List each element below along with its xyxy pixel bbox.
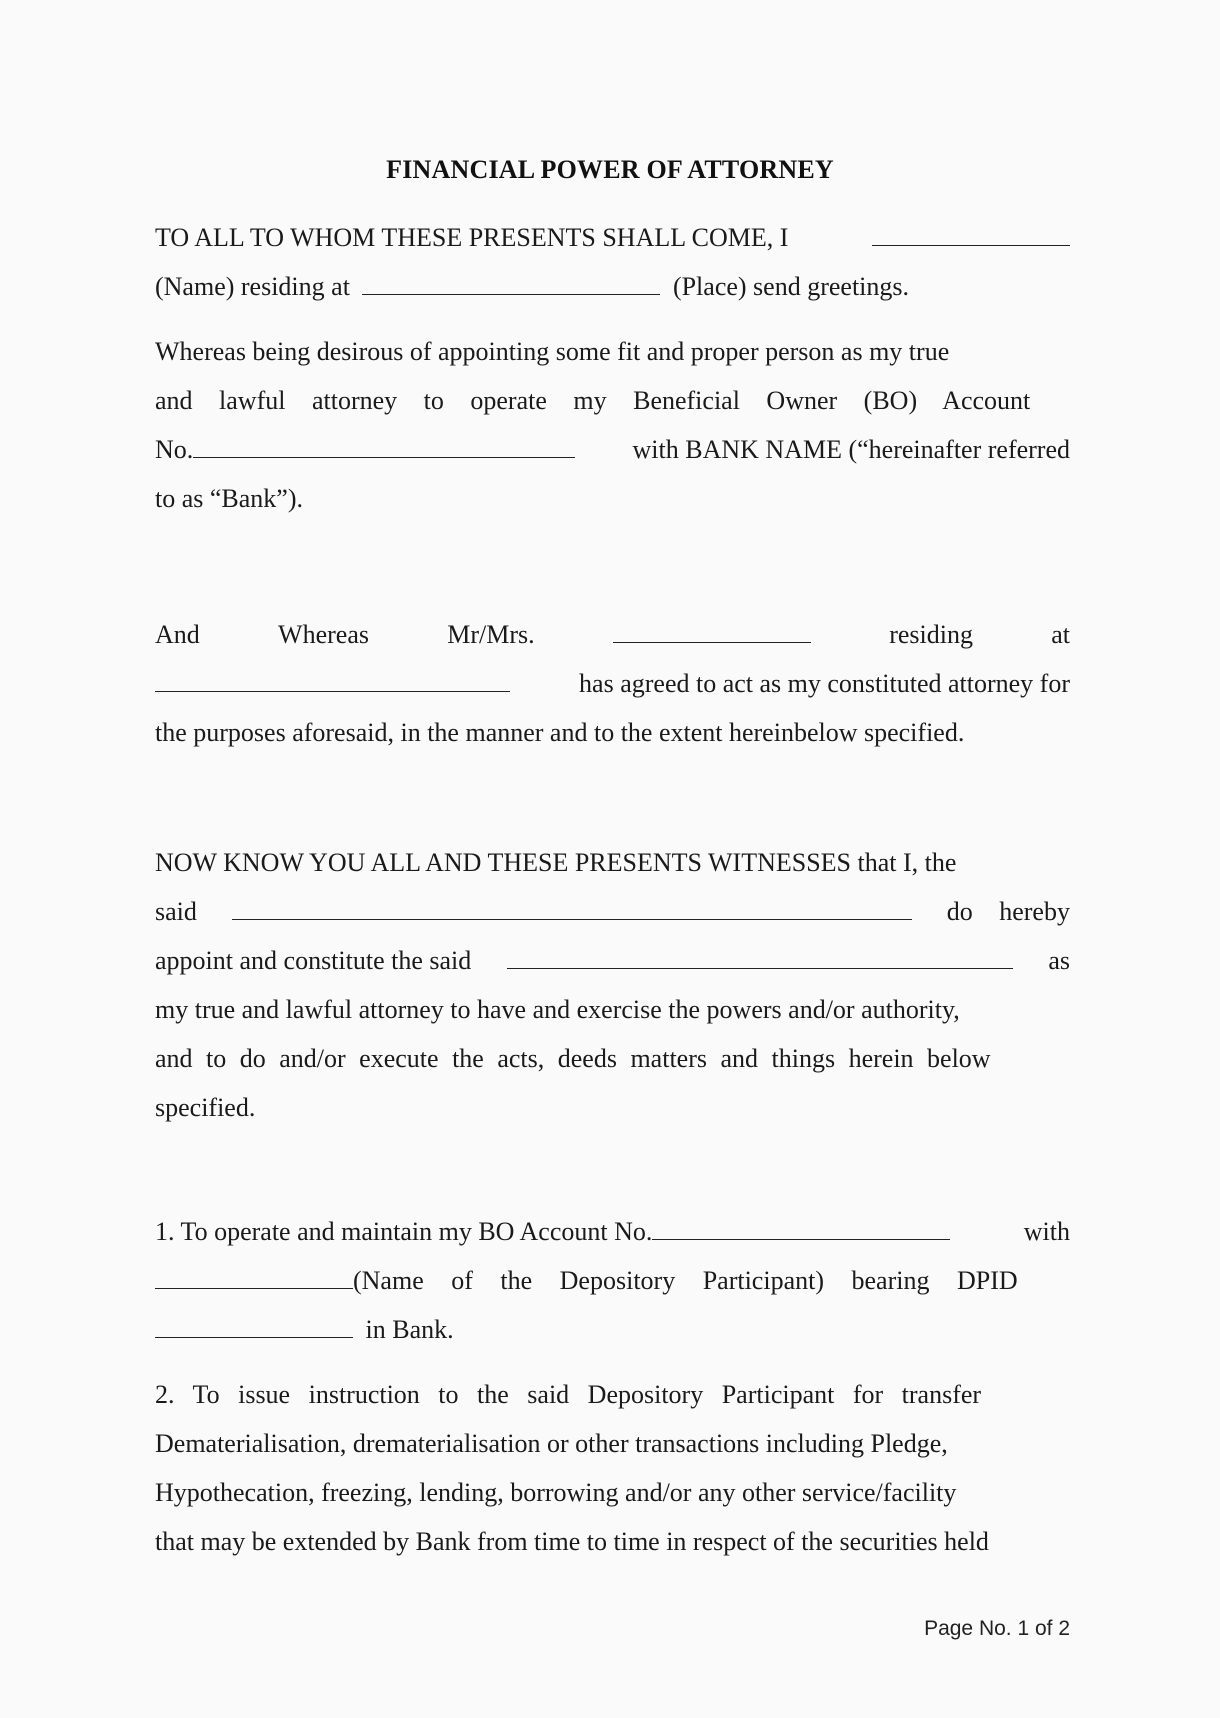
bo-account-blank bbox=[652, 1215, 950, 1240]
greeting-line-2b: (Place) send greetings. bbox=[672, 272, 910, 301]
attorney-address-blank bbox=[155, 667, 510, 692]
do-hereby-text: do hereby bbox=[946, 897, 1070, 926]
word-as: as bbox=[1048, 946, 1070, 975]
clause-1 bbox=[155, 1207, 1070, 1354]
account-number-blank bbox=[193, 433, 575, 458]
greeting-line-1: TO ALL TO WHOM THESE PRESENTS SHALL COME, I bbox=[155, 223, 789, 252]
dpid-blank bbox=[155, 1313, 353, 1338]
clause-2-line-4: that may be extended by Bank from time to time in respect of the securities held bbox=[155, 1527, 989, 1556]
clause-2-line-1: 2. To issue instruction to the said Depository Participant for transfer bbox=[155, 1380, 982, 1409]
appointment-line-5: and to do and/or execute the acts, deeds matters and things herein below bbox=[155, 1044, 991, 1073]
word-at: at bbox=[1051, 620, 1070, 649]
appoint-text: appoint and constitute the said bbox=[155, 946, 472, 975]
appointment-paragraph bbox=[155, 838, 1070, 1132]
whereas-line-2: and lawful attorney to operate my Beneficial Owner (BO) Account bbox=[155, 386, 1031, 415]
appointment-line-6: specified. bbox=[155, 1093, 256, 1122]
word-said: said bbox=[155, 897, 197, 926]
whereas-paragraph bbox=[155, 327, 1070, 523]
place-blank bbox=[362, 270, 660, 295]
greeting-paragraph bbox=[155, 213, 1070, 311]
page-number: Page No. 1 of 2 bbox=[924, 1617, 1070, 1640]
clause-1-line-2: (Name of the Depository Participant) bearing DPID bbox=[353, 1266, 1018, 1295]
greeting-line-2a: (Name) residing at bbox=[155, 272, 350, 301]
whereas-line-1: Whereas being desirous of appointing some fit and proper person as my true bbox=[155, 337, 950, 366]
whereas-line-4: to as “Bank”). bbox=[155, 484, 304, 513]
appointment-line-1: NOW KNOW YOU ALL AND THESE PRESENTS WITNESSES that I, the bbox=[155, 848, 957, 877]
word-with: with bbox=[1023, 1217, 1070, 1246]
word-and: And bbox=[155, 620, 200, 649]
attorney-agreement-paragraph bbox=[155, 610, 1070, 757]
whereas-line-3b: with BANK NAME (“hereinafter referred bbox=[632, 435, 1070, 464]
clause-2-line-2: Dematerialisation, drematerialisation or other transactions including Pledge, bbox=[155, 1429, 948, 1458]
word-residing: residing bbox=[889, 620, 973, 649]
clause-2 bbox=[155, 1370, 1070, 1566]
appointment-line-4: my true and lawful attorney to have and exercise the powers and/or authority, bbox=[155, 995, 960, 1024]
appointee-name-blank bbox=[507, 944, 1013, 969]
word-whereas: Whereas bbox=[278, 620, 369, 649]
clause-1-line-3: in Bank. bbox=[365, 1315, 454, 1344]
document-title: FINANCIAL POWER OF ATTORNEY bbox=[386, 155, 834, 184]
agreement-line-3: the purposes aforesaid, in the manner and to the extent hereinbelow specified. bbox=[155, 718, 965, 747]
clause-2-line-3: Hypothecation, freezing, lending, borrowing and/or any other service/facility bbox=[155, 1478, 957, 1507]
agreement-line-2: has agreed to act as my constituted attorney for bbox=[579, 669, 1070, 698]
clause-1-line-1a: 1. To operate and maintain my BO Account No. bbox=[155, 1217, 653, 1246]
whereas-no-label: No. bbox=[155, 435, 194, 464]
word-mr-mrs: Mr/Mrs. bbox=[447, 620, 535, 649]
depository-participant-blank bbox=[155, 1264, 353, 1289]
attorney-name-blank bbox=[613, 618, 811, 643]
principal-name-blank bbox=[232, 895, 912, 920]
name-blank bbox=[872, 221, 1070, 246]
